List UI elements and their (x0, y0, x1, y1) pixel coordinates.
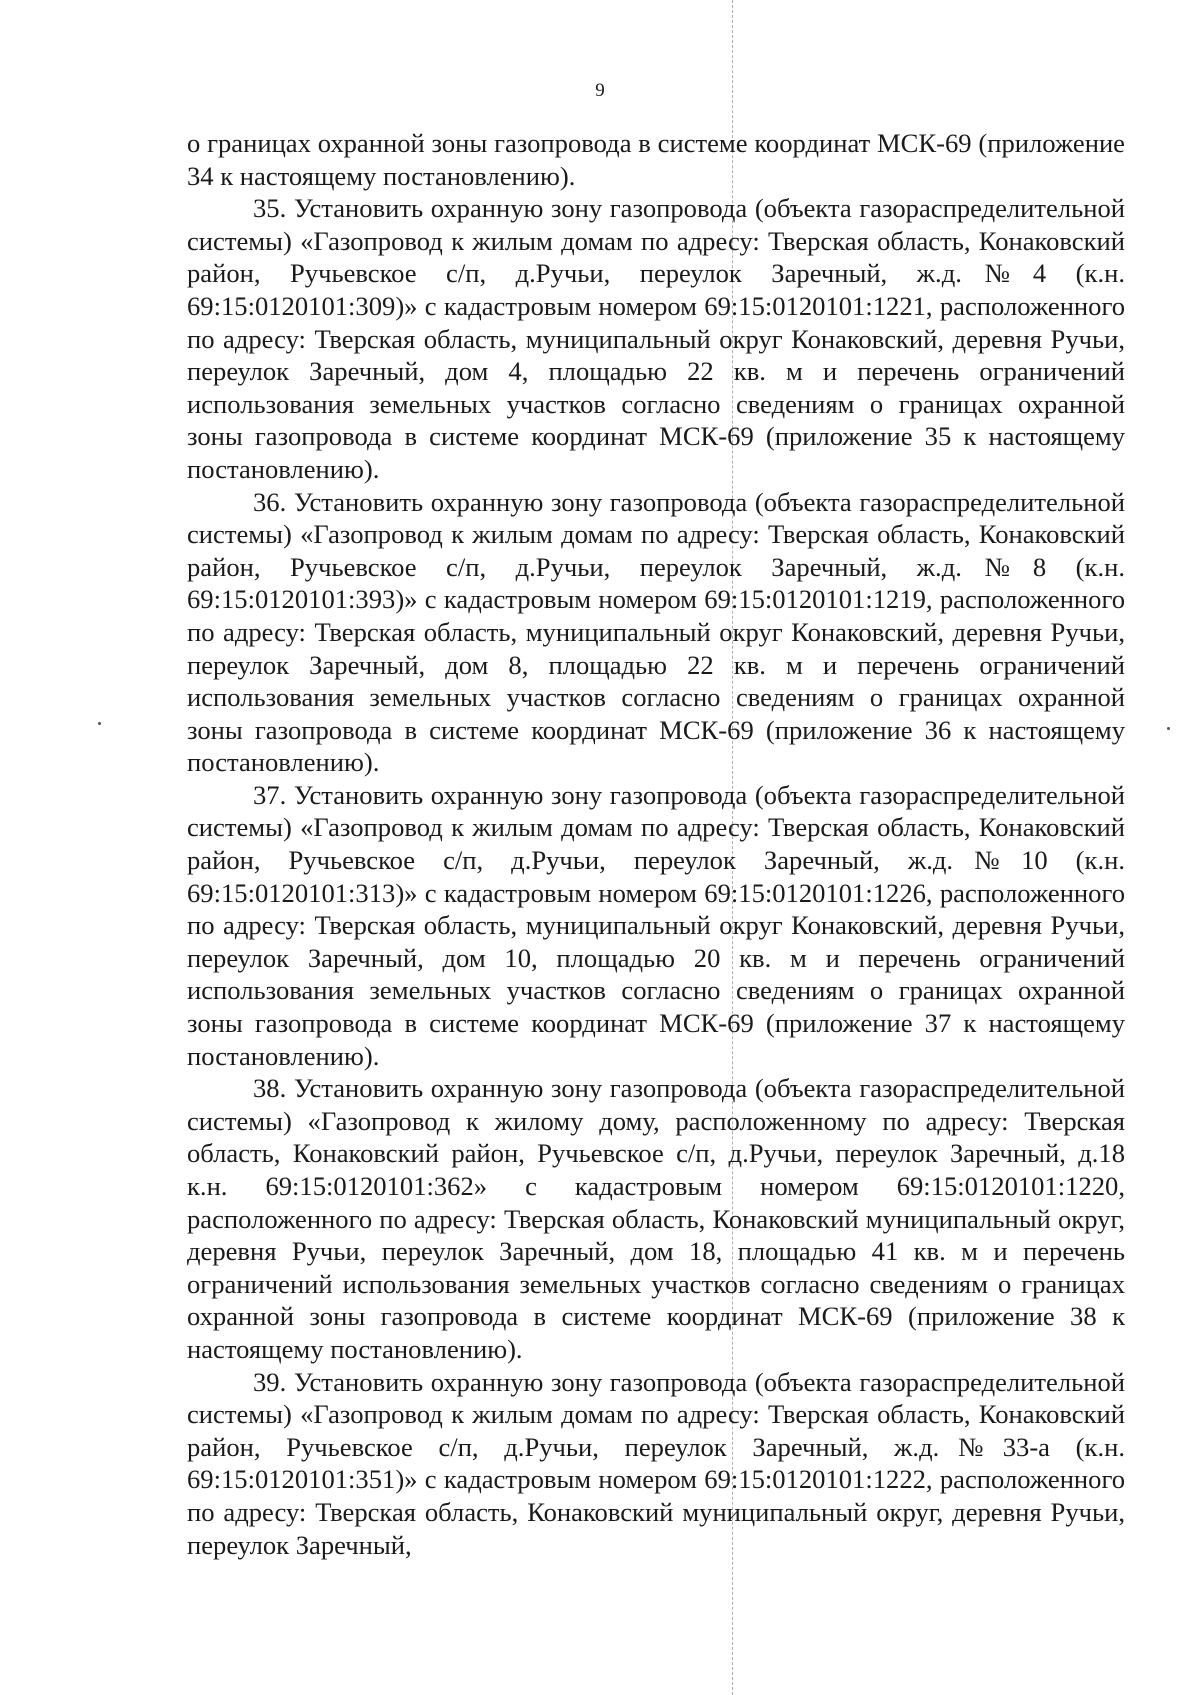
scan-speck (1167, 727, 1170, 730)
paragraph-continuation: о границах охранной зоны газопровода в системе координат МСК-69 (приложение 34 к настоящему постановлению). (187, 128, 1125, 191)
page-number: 9 (595, 80, 605, 101)
paragraph-item-39: 39. Установить охранную зону газопровода (объекта газораспределительной системы) «Газопровод к жилым домам по адресу: Тверская область, Конаковский район, Ручьевское с/п, д.Ручьи, переулок Заречный, ж.д.№33-а (к.н. 69:15:0120101:351)» с кадастровым номером 69:15:0120101:1222, расположенного по адресу: Тверская область, Конаковский муниципальный округ, деревня Ручьи, переулок Заречный, (187, 1366, 1125, 1560)
paragraph-item-35: 35. Установить охранную зону газопровода (объекта газораспределительной системы) «Газопровод к жилым домам по адресу: Тверская область, Конаковский район, Ручьевское с/п, д.Ручьи, переулок Заречный, ж.д.№4 (к.н. 69:15:0120101:309)» с кадастровым номером 69:15:0120101:1221, расположенного по адресу: Тверская область, муниципальный округ Конаковский, деревня Ручьи, переулок Заречный, дом 4, площадью 22 кв. м и перечень ограничений использования земельных участков согласно сведениям о границах охранной зоны газопровода в системе координат МСК-69 (приложение 35 к настоящему постановлению). (187, 193, 1125, 484)
scan-speck (98, 722, 101, 725)
document-body (187, 127, 1125, 1561)
paragraph-item-38: 38. Установить охранную зону газопровода (объекта газораспределительной системы) «Газопровод к жилому дому, расположенному по адресу: Тверская область, Конаковский район, Ручьевское с/п, д.Ручьи, переулок Заречный, д.18 к.н. 69:15:0120101:362» с кадастровым номером 69:15:0120101:1220, расположенного по адресу: Тверская область, Конаковский муниципальный округ, деревня Ручьи, переулок Заречный, дом 18, площадью 41 кв. м и перечень ограничений использования земельных участков согласно сведениям о границах охранной зоны газопровода в системе координат МСК-69 (приложение 38 к настоящему постановлению). (187, 1073, 1125, 1364)
paragraph-item-36: 36. Установить охранную зону газопровода (объекта газораспределительной системы) «Газопровод к жилым домам по адресу: Тверская область, Конаковский район, Ручьевское с/п, д.Ручьи, переулок Заречный, ж.д.№8 (к.н. 69:15:0120101:393)» с кадастровым номером 69:15:0120101:1219, расположенного по адресу: Тверская область, муниципальный округ Конаковский, деревня Ручьи, переулок Заречный, дом 8, площадью 22 кв. м и перечень ограничений использования земельных участков согласно сведениям о границах охранной зоны газопровода в системе координат МСК-69 (приложение 36 к настоящему постановлению). (187, 486, 1125, 778)
paragraph-item-37: 37. Установить охранную зону газопровода (объекта газораспределительной системы) «Газопровод к жилым домам по адресу: Тверская область, Конаковский район, Ручьевское с/п, д.Ручьи, переулок Заречный, ж.д.№10 (к.н. 69:15:0120101:313)» с кадастровым номером 69:15:0120101:1226, расположенного по адресу: Тверская область, муниципальный округ Конаковский, деревня Ручьи, переулок Заречный, дом 10, площадью 20 кв. м и перечень ограничений использования земельных участков согласно сведениям о границах охранной зоны газопровода в системе координат МСК-69 (приложение 37 к настоящему постановлению). (187, 779, 1125, 1071)
